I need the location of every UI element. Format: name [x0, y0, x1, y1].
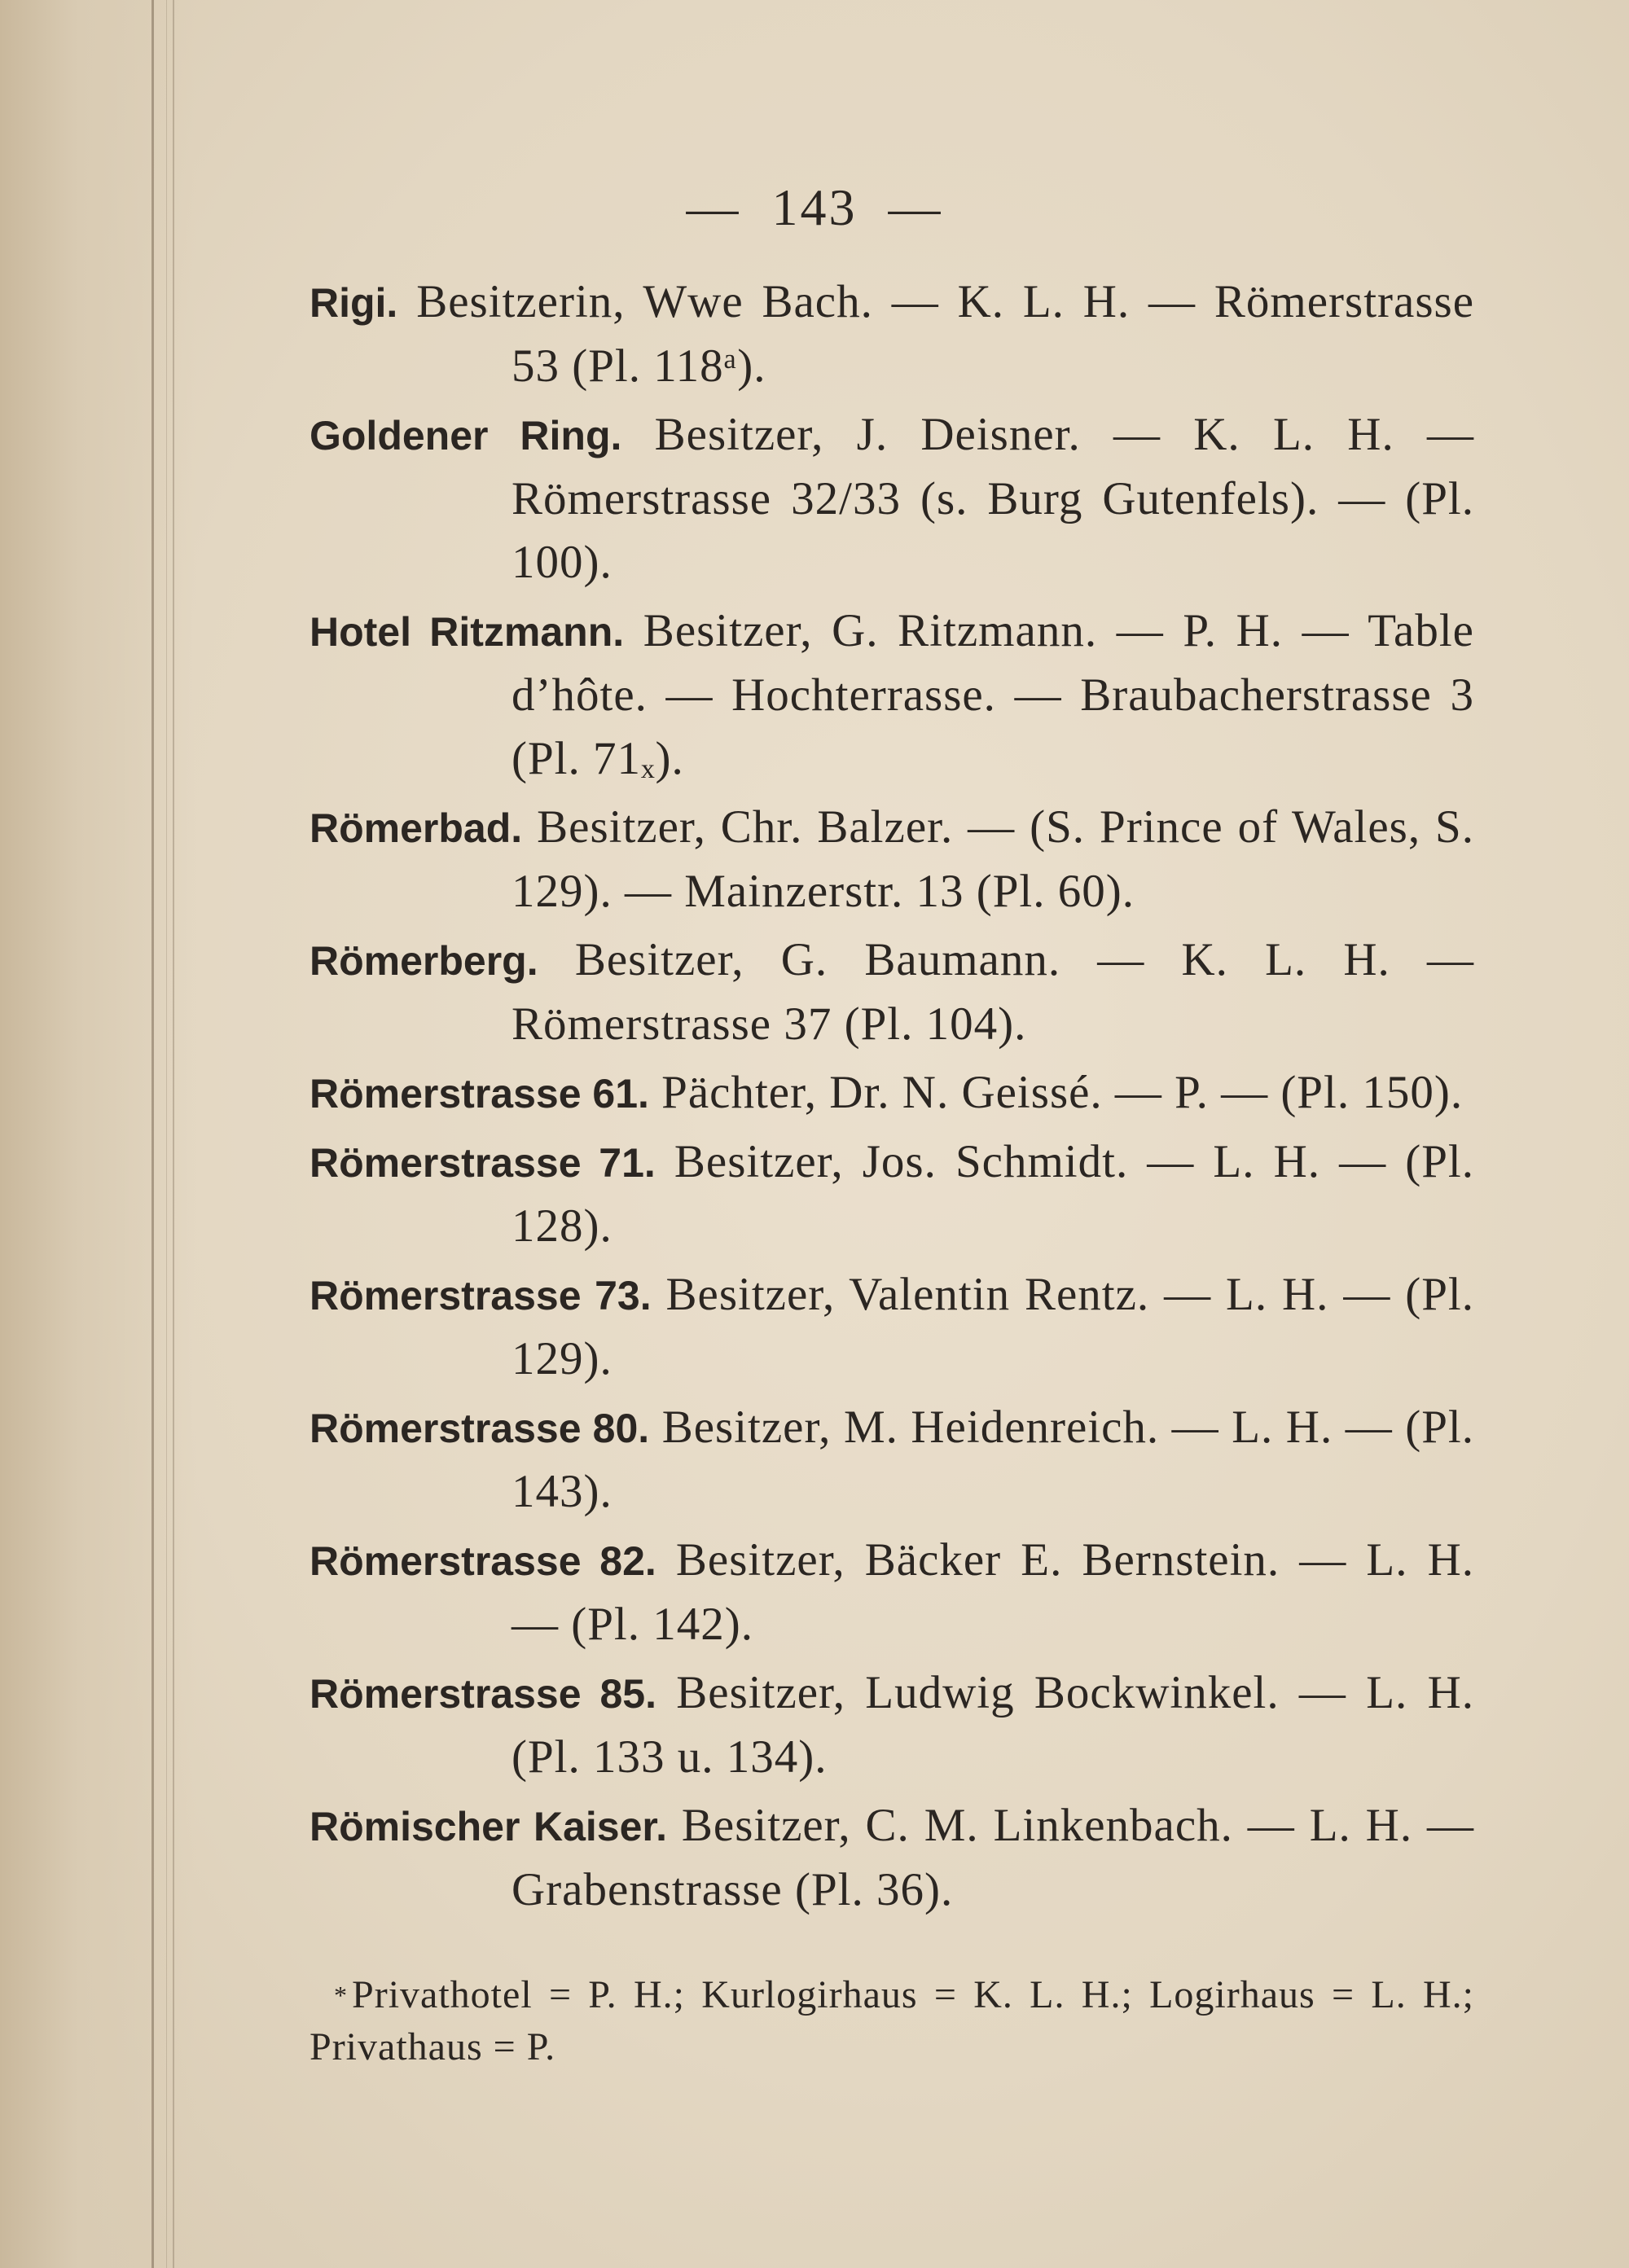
hotel-directory-list — [310, 270, 1474, 1927]
directory-entry — [310, 270, 1474, 398]
directory-entry — [310, 1794, 1474, 1922]
page-header — [0, 178, 1629, 238]
entry-name: Römerbad. — [310, 805, 523, 851]
directory-entry — [310, 1396, 1474, 1524]
directory-entry — [310, 1130, 1474, 1258]
entry-details: Pächter, Dr. N. Geissé. — P. — (Pl. 150). — [648, 1067, 1464, 1118]
entry-name: Römerstrasse 80. — [310, 1406, 650, 1451]
footnote-mark: * — [334, 1981, 348, 2010]
entry-details: Besitzer, C. M. Linkenbach. — L. H. — Grabenstrasse (Pl. 36). — [512, 1800, 1474, 1915]
entry-details: Besitzer, M. Heidenreich. — L. H. — (Pl. 143). — [512, 1402, 1474, 1517]
binding-edge-line — [151, 0, 154, 2268]
entry-details: Besitzer, Chr. Balzer. — (S. Prince of Wales, S. 129). — Mainzerstr. 13 (Pl. 60). — [512, 801, 1474, 917]
entry-name: Rigi. — [310, 280, 398, 326]
directory-entry — [310, 1661, 1474, 1789]
entry-name: Römerstrasse 82. — [310, 1538, 656, 1584]
entry-name: Römischer Kaiser. — [310, 1804, 667, 1849]
entry-name: Römerstrasse 85. — [310, 1671, 656, 1717]
page-number: 143 — [771, 178, 858, 236]
entry-details: Besitzer, Bäcker E. Bernstein. — L. H. — (Pl. 142). — [512, 1534, 1475, 1650]
entry-name: Römerstrasse 61. — [310, 1071, 649, 1116]
entry-name: Römerstrasse 73. — [310, 1273, 652, 1318]
directory-entry — [310, 599, 1474, 791]
entry-details: Besitzer, Ludwig Bockwinkel. — L. H. (Pl. 133 u. 134). — [512, 1667, 1474, 1783]
entry-details: Besitzer, G. Ritzmann. — P. H. — Table d’hôte. — Hochterrasse. — Braubacherstrasse 3 (Pl. 71ₓ). — [512, 605, 1474, 784]
entry-details: Besitzerin, Wwe Bach. — K. L. H. — Römerstrasse 53 (Pl. 118ᵃ). — [397, 276, 1474, 392]
directory-entry — [310, 1263, 1474, 1391]
directory-entry — [310, 928, 1474, 1056]
directory-entry — [310, 1529, 1474, 1656]
entry-details: Besitzer, J. Deisner. — K. L. H. — Römerstrasse 32/33 (s. Burg Gutenfels). — (Pl. 100). — [512, 409, 1474, 588]
footnote-text: Privathotel = P. H.; Kurlogirhaus = K. L. H.; Logirhaus = L. H.; Privathaus = P. — [310, 1973, 1474, 2068]
entry-name: Hotel Ritzmann. — [310, 609, 625, 655]
footnote — [310, 1969, 1474, 2073]
entry-name: Goldener Ring. — [310, 413, 622, 458]
directory-entry — [310, 403, 1474, 594]
entry-name: Römerberg. — [310, 938, 538, 984]
binding-edge-line — [166, 0, 167, 2268]
entry-details: Besitzer, G. Baumann. — K. L. H. — Römerstrasse 37 (Pl. 104). — [512, 934, 1474, 1050]
header-dash-left: — — [686, 178, 741, 236]
binding-edge-line — [173, 0, 174, 2268]
entry-details: Besitzer, Valentin Rentz. — L. H. — (Pl. 129). — [512, 1269, 1474, 1384]
header-dash-right: — — [888, 178, 943, 236]
directory-entry — [310, 796, 1474, 923]
entry-name: Römerstrasse 71. — [310, 1140, 656, 1186]
directory-entry — [310, 1061, 1474, 1125]
entry-details: Besitzer, Jos. Schmidt. — L. H. — (Pl. 128). — [512, 1136, 1474, 1252]
